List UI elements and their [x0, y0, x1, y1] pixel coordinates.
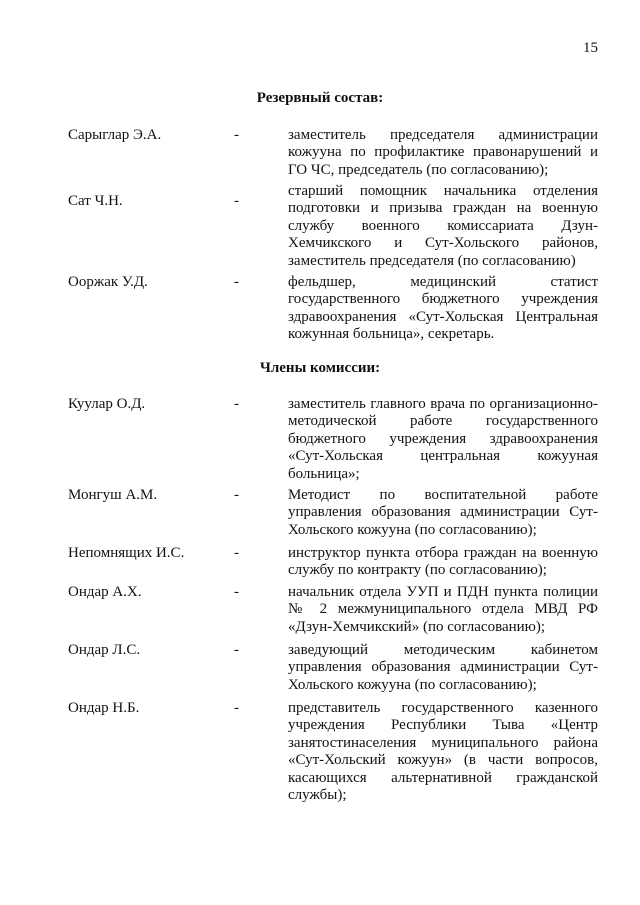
page-number: 15	[583, 40, 598, 56]
member-role: Методист по воспитательной работе управления образования администрации Сут-Хольского кожууна (по согласованию);	[288, 487, 598, 538]
member-role: представитель государственного казенного учреждения Республики Тыва «Центр занятостинаселения муниципального района «Сут-Хольский кожуун» (в части вопросов, касающихся альтернативной гражданской службы);	[288, 700, 598, 804]
commission-heading: Члены комиссии:	[259, 360, 381, 376]
member-role: заместитель главного врача по организационно-методической работе государственного бюджетного учреждения здравоохранения «Сут-Хольская центральная кожууная больница»;	[288, 396, 598, 482]
member-name: Ондар Л.С.	[68, 642, 141, 658]
member-dash: -	[234, 700, 239, 716]
member-dash: -	[234, 642, 239, 658]
member-role: заместитель председателя администрации кожууна по профилактике правонарушений и ГО ЧС, председатель (по согласованию);	[288, 127, 598, 178]
member-name: Монгуш А.М.	[68, 487, 158, 503]
member-name: Ондар Н.Б.	[68, 700, 140, 716]
member-dash: -	[234, 487, 239, 503]
member-role: начальник отдела УУП и ПДН пункта полиции № 2 межмуниципального отдела МВД РФ «Дзун-Хемчикский» (по согласованию);	[288, 584, 598, 635]
member-dash: -	[234, 274, 239, 290]
reserve-heading: Резервный состав:	[256, 90, 384, 106]
member-role: фельдшер, медицинский статист государственного бюджетного учреждения здравоохранения «Сут-Хольская Центральная кожунная больница», секретарь.	[288, 274, 598, 343]
member-dash: -	[234, 396, 239, 412]
member-dash: -	[234, 545, 239, 561]
member-dash: -	[234, 193, 239, 209]
member-role: инструктор пункта отбора граждан на военную службу по контракту (по согласованию);	[288, 545, 598, 579]
member-dash: -	[234, 584, 239, 600]
member-name: Куулар О.Д.	[68, 396, 146, 412]
member-role: старший помощник начальника отделения подготовки и призыва граждан на военную службу военного комиссариата Дзун-Хемчикского и Сут-Хольского районов, заместитель председателя (по согласованию)	[288, 183, 598, 269]
member-name: Непомнящих И.С.	[68, 545, 185, 561]
member-name: Ондар А.Х.	[68, 584, 142, 600]
member-dash: -	[234, 127, 239, 143]
member-name: Ооржак У.Д.	[68, 274, 148, 290]
member-role: заведующий методическим кабинетом управления образования администрации Сут-Хольского кожууна (по согласованию);	[288, 642, 598, 693]
member-name: Сат Ч.Н.	[68, 193, 123, 209]
member-name: Сарыглар Э.А.	[68, 127, 162, 143]
